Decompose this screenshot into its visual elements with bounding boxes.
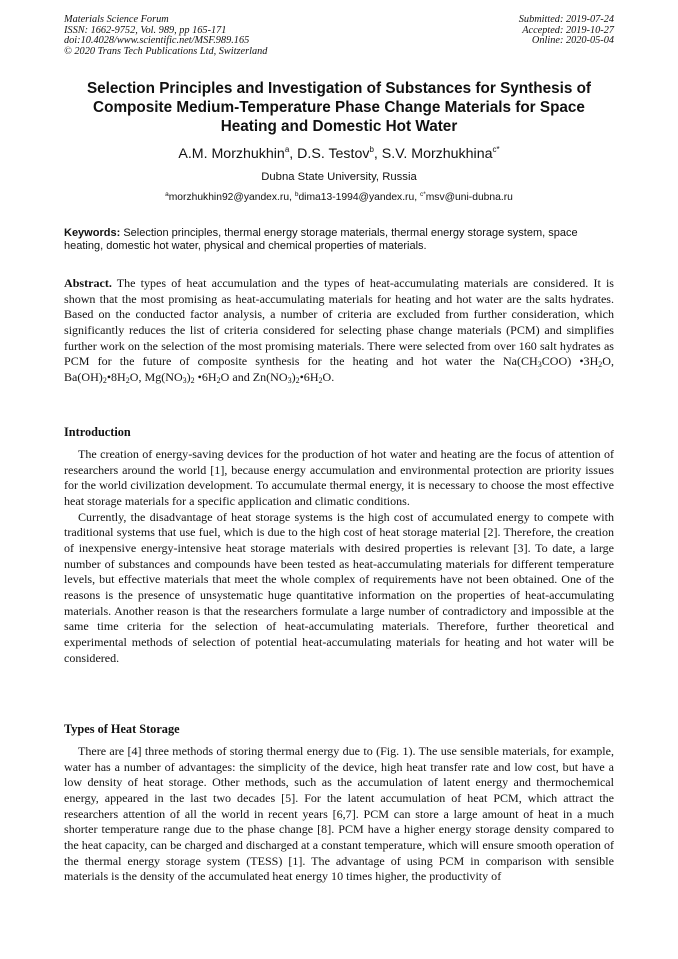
paragraph: Currently, the disadvantage of heat storage systems is the high cost of accumulated energy to compete with traditional systems that use fuel, which is due to the high cost of heat storage material [2]. Therefore, the creation of inexpensive energy-intensive heat storage materials with desired properties is relevant [3]. To date, a large number of substances and compounds have been tested as heat-accumulating materials for different temperature levels, but effective materials that meet the whole complex of requirements have not been obtained. One of the reasons is the presence of unsystematic huge quantitative information on the properties of heat-accumulating materials. Another reason is that the researchers formulate a large number of contradictory and impossible at the same time criteria for the selection of heat-accumulating materials. Therefore, further theoretical and experimental methods of selection of potential heat-accumulating materials for heating and hot water will be considered. [64,509,614,665]
author-marker: a [284,145,290,154]
submitted-date: Submitted: 2019-07-24 [518,14,614,25]
title-line: Heating and Domestic Hot Water [220,117,458,135]
introduction-body [64,447,614,666]
journal-name: Materials Science Forum [64,14,169,25]
formula-sodium-acetate: $Na(CH_3COO)$ $•3H_2O$, [502,354,614,370]
author-name: A.M. Morzhukhin [178,146,285,162]
paper-title [64,80,614,136]
types-body [64,744,614,885]
section-heading-types: Types of Heat Storage [64,722,180,736]
online-date: Online: 2020-05-04 [531,35,614,47]
accepted-date: Accepted: 2019-10-27 [522,24,614,36]
doi-line: doi:10.4028/www.scientific.net/MSF.989.165 [64,35,250,47]
author-name: S.V. Morzhukhina [381,146,493,162]
journal-info [64,15,267,57]
abstract-text: The types of heat accumulation and the types of heat-accumulating materials are considered. It is shown that the most promising as heat-accumulating materials for heating and hot water are the salts hydrates. Based on the conducted factor analysis, a number of criteria are excluded from further consideration, which significantly reduces the list of criteria considered for selecting phase change materials (PCM) and simplifies further work on the selection of the most promising materials. There were selected from over 160 salt hydrates as PCM for the future of composite synthesis for the heating and hot water the [64,276,614,369]
author-list: A.M. Morzhukhin$^a$, D.S. Testov$^b$, S.V. Morzhukhina$^{c*}$ [178,145,500,162]
email-marker: a [165,191,169,198]
keywords-label: Keywords: [64,227,121,239]
paragraph: The creation of energy-saving devices for the production of hot water and heating are the focus of attention of researchers around the world [1], because energy accumulation and environmental protection are priority issues for the world civilization development. To accumulate thermal energy, it is necessary to choose the most effective heat storage materials for a specific application and climatic conditions. [64,447,614,508]
author-marker: b [369,145,374,154]
dates-info [519,15,614,47]
email-address: dima13-1994@yandex.ru, [298,192,418,203]
email-address: morzhukhin92@yandex.ru, [168,192,292,203]
keywords-block [64,227,614,254]
paragraph: There are [4] three methods of storing thermal energy due to (Fig. 1). The use sensible materials, for example, water has a number of advantages: the simplicity of the device, high heat transfer rate and low cost, but have a low density of heat storage. Other methods, such as the accumulation of latent energy and thermochemical energy, appeared in the last two decades [5]. For the latent accumulation of heat PCM, which attract the researchers attention of all the world in recent years [6,7]. PCM can store a large amount of heat in a much shorter temperature range due to the phase change [8]. PCM have a higher energy storage density compared to the heat capacity, can be charged and discharged at a constant temperature, which will ensure smooth operation of the thermal energy storage system (TESS) [1]. The advantage of using PCM in comparison with sensible materials is the density of the accumulated heat energy 10 times higher, the productivity of [64,744,614,884]
formula-zinc-nitrate: $Zn(NO_3)_2•6H_2O$. [252,369,335,385]
email-marker: c* [419,191,426,198]
section-heading-introduction: Introduction [64,425,131,439]
issn-line: ISSN: 1662-9752, Vol. 989, pp 165-171 [64,24,227,36]
formula-barium-hydroxide: $Ba(OH)_2•8H_2O$, [64,369,142,385]
formula-magnesium-nitrate: $Mg(NO_3)_2$ $•6H_2O$ [144,369,230,385]
title-line: Selection Principles and Investigation of Substances for Synthesis of [86,80,592,97]
author-emails [64,191,614,204]
author-marker: c* [492,145,500,154]
abstract-label: Abstract. [64,276,112,290]
keywords-text: Selection principles, thermal energy storage materials, thermal energy storage system, space heating, domestic hot water, physical and chemical properties of materials. [64,227,578,253]
author-name: D.S. Testov [297,146,370,162]
email-marker: b [294,191,299,198]
title-line: Composite Medium-Temperature Phase Change Materials for Space [93,98,585,116]
affiliation: Dubna State University, Russia [261,171,417,183]
abstract-block: Abstract. The types of heat accumulation and the types of heat-accumulating materials are considered. It is shown that the most promising as heat-accumulating materials for heating and hot water are the salts hydrates. Based on the conducted factor analysis, a number of criteria are excluded from further consideration, which significantly reduces the list of criteria considered for selecting phase change materials (PCM) and simplifies further work on the selection of the most promising materials. There were selected from over 160 salt hydrates as PCM for the future of composite synthesis for the heating and hot water the $Na(CH_3COO)$ $•3H_2O$, $Ba(OH)_2•8H_2O$, $Mg(NO_3)_2$ $•6H_2O$ and $Zn(NO_3)_2•6H_2O$. [64,276,614,385]
email-address: msv@uni-dubna.ru [425,192,513,203]
copyright-line: © 2020 Trans Tech Publications Ltd, Switzerland [64,45,268,57]
